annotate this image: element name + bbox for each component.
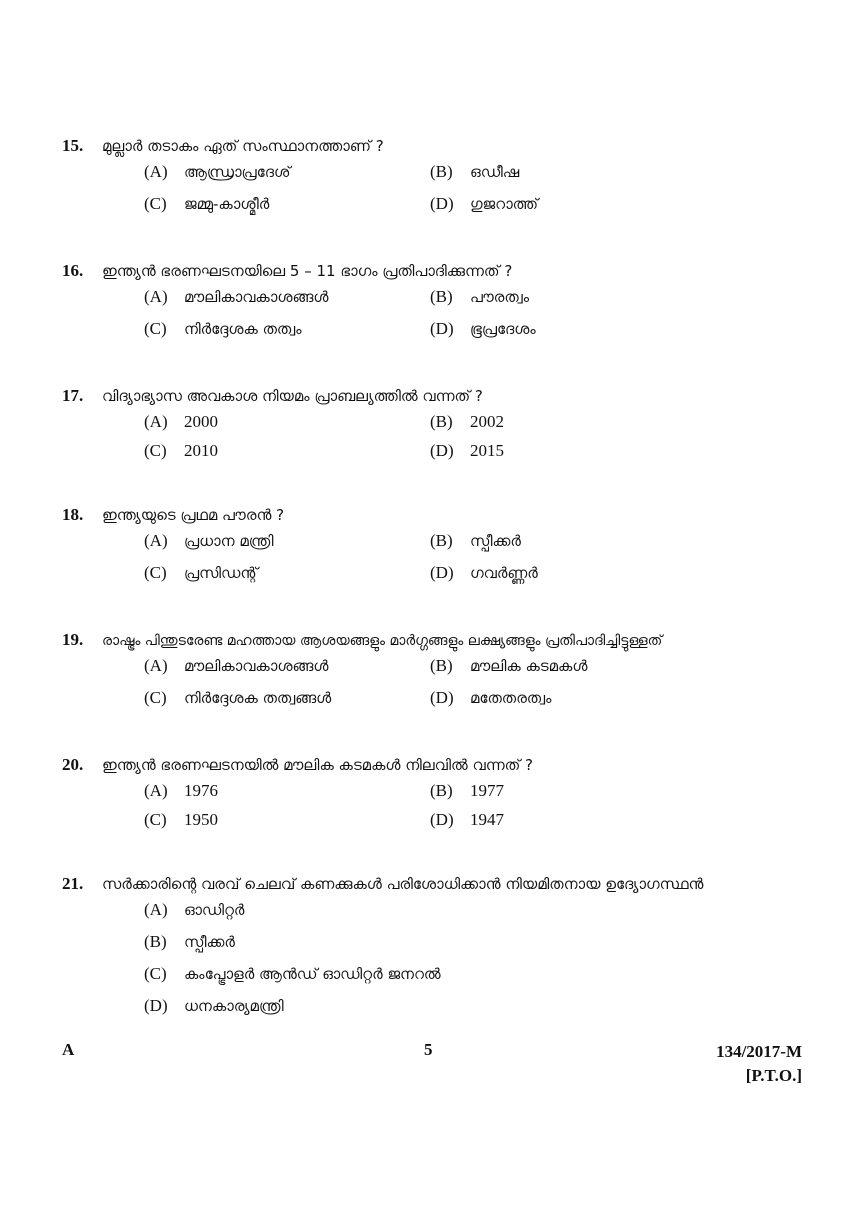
option-label: (B) [430, 531, 453, 550]
option-text: 1977 [470, 781, 504, 800]
option-text: 1947 [470, 810, 504, 829]
option-text: ഗുജറാത്ത് [470, 195, 539, 213]
question-number: 18. [62, 505, 84, 524]
question-text: ഇന്ത്യൻ ഭരണഘടനയിലെ 5 – 11 ഭാഗം പ്രതിപാദിക്കുന്നത് ? [102, 262, 513, 280]
question-15 [62, 136, 822, 226]
option-d [144, 996, 744, 1016]
option-label: (C) [144, 688, 167, 707]
question-text: രാഷ്ട്രം പിന്തുടരേണ്ട മഹത്തായ ആശയങ്ങളും മാർഗ്ഗങ്ങളും ലക്ഷ്യങ്ങളും പ്രതിപാദിച്ചിട്ടുള്ളത് [102, 633, 663, 649]
option-b [430, 531, 716, 551]
option-label: (D) [430, 810, 454, 829]
option-label: (D) [430, 319, 454, 338]
footer-right [716, 1040, 802, 1088]
option-label: (C) [144, 441, 167, 460]
option-b [430, 656, 716, 676]
option-text: പ്രധാന മന്ത്രി [184, 532, 274, 550]
option-text: ആന്ധ്രാപ്രദേശ് [184, 163, 291, 181]
option-a [144, 531, 430, 551]
option-text: 2000 [184, 412, 218, 431]
option-a [144, 287, 430, 307]
question-text: സർക്കാരിന്റെ വരവ് ചെലവ് കണക്കുകൾ പരിശോധിക്കാൻ നിയമിതനായ ഉദ്യോഗസ്ഥൻ [102, 875, 704, 893]
option-label: (C) [144, 964, 167, 983]
option-a [144, 900, 744, 920]
option-d [430, 319, 716, 339]
option-text: ധനകാര്യമന്ത്രി [184, 997, 284, 1015]
option-text: ഓഡിറ്റർ [184, 901, 245, 919]
option-label: (D) [430, 441, 454, 460]
option-a [144, 162, 430, 182]
option-text: പ്രസിഡന്റ് [184, 564, 258, 582]
option-label: (C) [144, 810, 167, 829]
paper-code: 134/2017-M [716, 1042, 802, 1061]
option-text: 2015 [470, 441, 504, 460]
option-label: (C) [144, 319, 167, 338]
option-text: 2002 [470, 412, 504, 431]
option-c [144, 441, 430, 461]
option-label: (A) [144, 287, 168, 306]
question-number: 17. [62, 386, 84, 405]
option-text: മൗലികാവകാശങ്ങൾ [184, 288, 329, 306]
option-c [144, 319, 430, 339]
option-text: സ്പീക്കർ [184, 933, 235, 951]
question-number: 16. [62, 261, 84, 280]
option-text: നിർദ്ദേശക തത്വങ്ങൾ [184, 689, 332, 707]
option-label: (A) [144, 531, 168, 550]
question-text: ഇന്ത്യയുടെ പ്രഥമ പൗരൻ ? [102, 506, 285, 524]
option-d [430, 810, 716, 830]
question-17 [62, 386, 822, 470]
option-label: (B) [430, 287, 453, 306]
option-b [430, 412, 716, 432]
question-19 [62, 630, 822, 720]
option-text: കംപ്ട്രോളർ ആൻഡ് ഓഡിറ്റർ ജനറൽ [184, 965, 441, 983]
question-text: മുല്ലാർ തടാകം ഏത് സംസ്ഥാനത്താണ് ? [102, 137, 384, 155]
option-text: സ്പീക്കർ [470, 532, 521, 550]
option-label: (D) [430, 563, 454, 582]
option-a [144, 656, 430, 676]
option-text: പൗരത്വം [470, 288, 530, 306]
question-21 [62, 874, 822, 1028]
option-label: (B) [144, 932, 167, 951]
question-text: ഇന്ത്യൻ ഭരണഘടനയിൽ മൗലിക കടമകൾ നിലവിൽ വന്നത് ? [102, 756, 533, 774]
option-c [144, 688, 430, 708]
pto-label: [P.T.O.] [745, 1066, 802, 1085]
option-b [430, 162, 716, 182]
option-d [430, 441, 716, 461]
option-text: ജമ്മു-കാശ്മീർ [184, 195, 270, 213]
question-text: വിദ്യാഭ്യാസ അവകാശ നിയമം പ്രാബല്യത്തിൽ വന്നത് ? [102, 387, 483, 405]
option-d [430, 194, 716, 214]
option-label: (A) [144, 781, 168, 800]
option-b [144, 932, 744, 952]
option-c [144, 964, 744, 984]
question-number: 20. [62, 755, 84, 774]
question-16 [62, 261, 822, 351]
option-text: 1976 [184, 781, 218, 800]
option-text: ഗവർണ്ണർ [470, 564, 538, 582]
option-label: (B) [430, 781, 453, 800]
option-text: മൗലികാവകാശങ്ങൾ [184, 657, 329, 675]
option-text: 1950 [184, 810, 218, 829]
option-text: ഒഡീഷ [470, 163, 520, 181]
option-d [430, 563, 716, 583]
option-c [144, 194, 430, 214]
option-b [430, 287, 716, 307]
option-d [430, 688, 716, 708]
option-b [430, 781, 716, 801]
option-label: (D) [430, 688, 454, 707]
option-label: (A) [144, 162, 168, 181]
option-label: (C) [144, 194, 167, 213]
option-label: (D) [430, 194, 454, 213]
option-text: ഭൂപ്രദേശം [470, 320, 536, 338]
option-label: (B) [430, 412, 453, 431]
question-number: 19. [62, 630, 84, 649]
option-label: (A) [144, 656, 168, 675]
option-label: (A) [144, 900, 168, 919]
option-label: (C) [144, 563, 167, 582]
option-c [144, 810, 430, 830]
question-18 [62, 505, 822, 595]
option-label: (A) [144, 412, 168, 431]
option-label: (B) [430, 656, 453, 675]
option-text: മതേതരത്വം [470, 689, 552, 707]
option-text: 2010 [184, 441, 218, 460]
question-20 [62, 755, 822, 839]
option-c [144, 563, 430, 583]
question-number: 21. [62, 874, 84, 893]
option-text: നിർദ്ദേശക തത്വം [184, 320, 302, 338]
option-text: മൗലിക കടമകൾ [470, 657, 588, 675]
series-code: A [62, 1040, 75, 1059]
option-label: (B) [430, 162, 453, 181]
question-number: 15. [62, 136, 84, 155]
page-number: 5 [424, 1040, 433, 1059]
option-label: (D) [144, 996, 168, 1015]
option-a [144, 412, 430, 432]
option-a [144, 781, 430, 801]
